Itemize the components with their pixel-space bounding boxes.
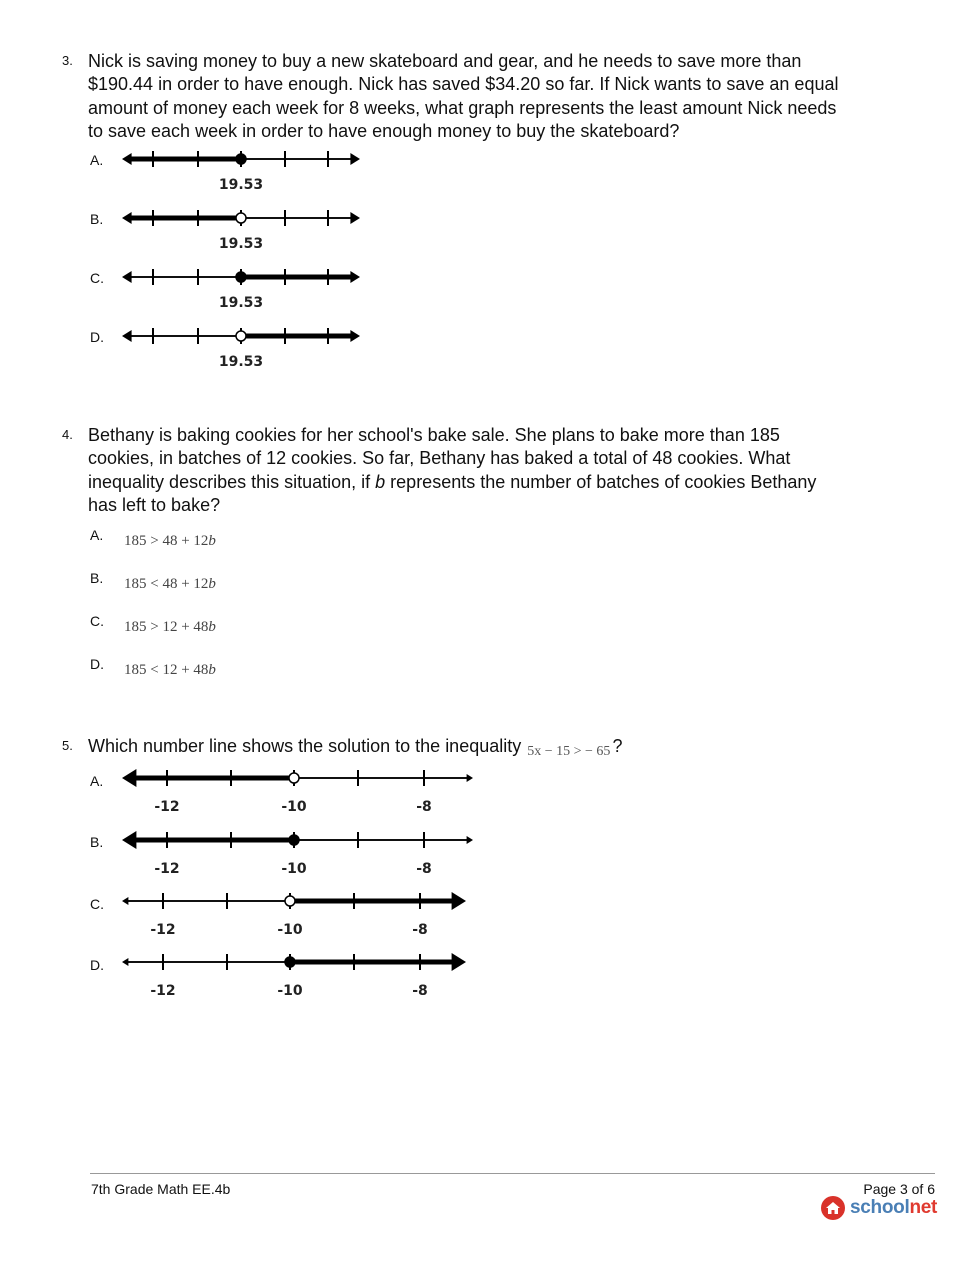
right-arrow-icon xyxy=(350,153,360,165)
text-part: Bethany is baking cookies for her school's bake sale. She plans to bake more than 185 cookies, in batches of 12 cookies. So far, Bethany has baked a total of 48 cookies. What inequality describes this situation, if xyxy=(88,425,791,492)
tick-label: 19.53 xyxy=(218,354,264,370)
home-icon xyxy=(820,1195,846,1221)
schoolnet-logo xyxy=(820,1195,937,1221)
var: b xyxy=(208,533,216,549)
closed-point xyxy=(285,957,295,967)
choice-letter[interactable]: C. xyxy=(90,896,104,912)
right-arrow-icon xyxy=(350,330,360,342)
left-arrow-icon xyxy=(122,153,132,165)
choice-expression[interactable] xyxy=(124,662,216,679)
closed-point xyxy=(236,272,246,282)
choice-letter[interactable]: A. xyxy=(90,152,104,168)
open-point xyxy=(289,773,299,783)
expr: 185 < 12 + 48 xyxy=(124,662,209,678)
choice-expression[interactable] xyxy=(124,576,216,593)
question-number: 3. xyxy=(62,53,73,68)
closed-point xyxy=(289,835,299,845)
number-line-choice-c xyxy=(118,887,478,941)
expr: 185 > 12 + 48 xyxy=(124,619,209,635)
number-line-choice-d xyxy=(118,322,368,372)
number-line-choice-b xyxy=(118,826,478,880)
var: b xyxy=(208,576,216,592)
left-arrow-icon xyxy=(122,271,132,283)
choice-letter[interactable]: D. xyxy=(90,656,104,672)
tick-label: -12 xyxy=(154,861,180,877)
choice-letter[interactable]: B. xyxy=(90,834,104,850)
question-text xyxy=(88,735,848,763)
choice-letter[interactable]: A. xyxy=(90,773,104,789)
tick-label: -8 xyxy=(416,799,432,815)
question-number: 4. xyxy=(62,427,73,442)
variable: b xyxy=(375,471,386,492)
expr: 185 < 48 + 12 xyxy=(124,576,209,592)
text-part: ? xyxy=(612,736,623,756)
left-arrow-icon xyxy=(122,212,132,224)
tick-label: 19.53 xyxy=(218,177,264,193)
tick-label: -8 xyxy=(412,922,428,938)
var: b xyxy=(208,662,216,678)
right-arrow-icon xyxy=(452,892,466,910)
right-arrow-icon xyxy=(350,271,360,283)
tick-label: -12 xyxy=(150,983,176,999)
question-text xyxy=(88,424,848,517)
number-line-choice-a xyxy=(118,764,478,818)
number-line-choice-d xyxy=(118,948,478,1002)
choice-letter[interactable]: B. xyxy=(90,570,104,586)
page-number: Page 3 of 6 xyxy=(863,1181,935,1197)
inequality: 5x − 15 > − 65 xyxy=(527,744,611,759)
footer-divider xyxy=(90,1173,935,1174)
right-arrow-icon xyxy=(467,774,473,782)
closed-point xyxy=(236,154,246,164)
question-number: 5. xyxy=(62,738,73,753)
tick-label: 19.53 xyxy=(218,236,264,252)
tick-label: -10 xyxy=(281,861,307,877)
left-arrow-icon xyxy=(122,897,128,905)
number-line-choice-b xyxy=(118,204,368,254)
tick-label: -12 xyxy=(154,799,180,815)
choice-letter[interactable]: B. xyxy=(90,211,104,227)
tick-label: -10 xyxy=(281,799,307,815)
tick-label: -12 xyxy=(150,922,176,938)
number-line-choice-a xyxy=(118,145,368,195)
question-text: Nick is saving money to buy a new skateboard and gear, and he needs to save more than $190.44 in order to have enough. Nick has saved $34.20 so far. If Nick wants to save an equal amount of money each week for 8 weeks, what graph represents the least amount Nick needs to save each week in order to have enough money to buy the skateboard? xyxy=(88,51,839,141)
choice-expression[interactable] xyxy=(124,533,216,550)
right-arrow-icon xyxy=(452,953,466,971)
choice-letter[interactable]: D. xyxy=(90,957,104,973)
tick-label: -8 xyxy=(416,861,432,877)
var: b xyxy=(208,619,216,635)
open-point xyxy=(236,213,246,223)
choice-letter[interactable]: A. xyxy=(90,527,104,543)
open-point xyxy=(285,896,295,906)
text-part: represents the number of batches of cookies Bethany has left to bake? xyxy=(88,471,817,515)
left-arrow-icon xyxy=(122,330,132,342)
left-arrow-icon xyxy=(122,769,136,787)
tick-label: -8 xyxy=(412,983,428,999)
left-arrow-icon xyxy=(122,958,128,966)
tick-label: -10 xyxy=(277,922,303,938)
choice-letter[interactable]: C. xyxy=(90,270,104,286)
right-arrow-icon xyxy=(350,212,360,224)
footer-title: 7th Grade Math EE.4b xyxy=(91,1181,231,1197)
tick-label: 19.53 xyxy=(218,295,264,311)
choice-letter[interactable]: D. xyxy=(90,329,104,345)
right-arrow-icon xyxy=(467,836,473,844)
left-arrow-icon xyxy=(122,831,136,849)
choice-expression[interactable] xyxy=(124,619,216,636)
logo-text: schoolnet xyxy=(850,1197,938,1218)
choice-letter[interactable]: C. xyxy=(90,613,104,629)
expr: 185 > 48 + 12 xyxy=(124,533,209,549)
text-part: Which number line shows the solution to the inequality xyxy=(88,736,522,756)
number-line-choice-c xyxy=(118,263,368,313)
tick-label: -10 xyxy=(277,983,303,999)
open-point xyxy=(236,331,246,341)
